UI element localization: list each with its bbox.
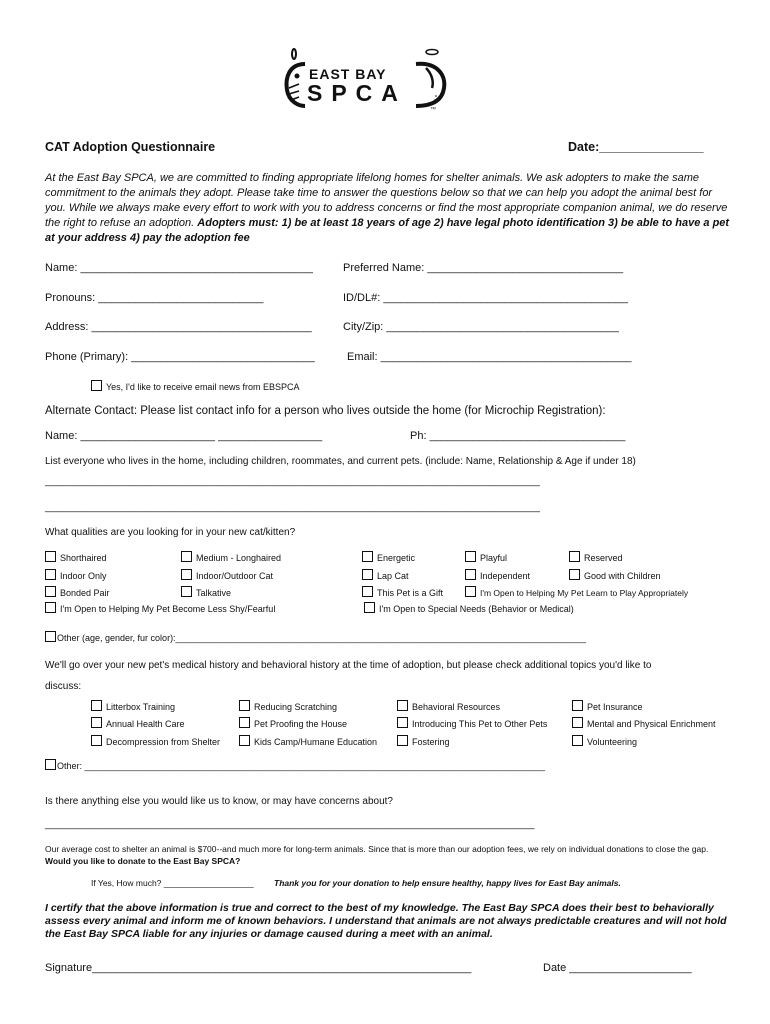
cityzip-field[interactable]: City/Zip: ______________________________________ <box>343 321 619 333</box>
topic-decompression[interactable]: Decompression from Shelter <box>91 735 220 747</box>
quality-other[interactable]: Other (age, gender, fur color):__________________________________________________________________________________ <box>45 631 586 643</box>
quality-gift[interactable]: This Pet is a Gift <box>362 586 443 598</box>
household-line-1[interactable]: _________________________________________________________________________________________ <box>45 476 540 487</box>
name-field[interactable]: Name: ______________________________________ <box>45 262 313 274</box>
intro-paragraph <box>45 171 735 246</box>
checkbox[interactable] <box>45 631 56 642</box>
donation-amount-field[interactable]: If Yes, How much? ___________________ <box>91 878 254 888</box>
checkbox[interactable] <box>569 569 580 580</box>
email-field[interactable]: Email: _________________________________________ <box>347 351 632 363</box>
checkbox[interactable] <box>465 551 476 562</box>
email-news-option[interactable]: Yes, I'd like to receive email news from EBSPCA <box>91 380 299 392</box>
household-prompt: List everyone who lives in the home, including children, roommates, and current pets. (include: Name, Relationship & Age if under 18) <box>45 456 636 467</box>
topic-kids-camp[interactable]: Kids Camp/Humane Education <box>239 735 377 747</box>
checkbox[interactable] <box>91 717 102 728</box>
signature-field[interactable]: Signature______________________________________________________________ <box>45 962 472 974</box>
quality-talkative[interactable]: Talkative <box>181 586 231 598</box>
quality-special-needs[interactable]: I'm Open to Special Needs (Behavior or Medical) <box>364 602 574 614</box>
checkbox[interactable] <box>239 700 250 711</box>
preferred-name-field[interactable]: Preferred Name: ________________________________ <box>343 262 624 274</box>
quality-medium-longhaired[interactable]: Medium - Longhaired <box>181 551 281 563</box>
quality-shorthaired[interactable]: Shorthaired <box>45 551 107 563</box>
donation-question: Would you like to donate to the East Bay SPCA? <box>45 856 241 866</box>
topic-fostering[interactable]: Fostering <box>397 735 450 747</box>
anything-else-line[interactable]: ________________________________________________________________________________________ <box>45 819 535 830</box>
quality-good-with-children[interactable]: Good with Children <box>569 569 661 581</box>
quality-indoor-only[interactable]: Indoor Only <box>45 569 107 581</box>
checkbox[interactable] <box>181 551 192 562</box>
donation-text: Our average cost to shelter an animal is $700--and much more for long-term animals. Since that is more than our adoption fees, we rely on individual donations to close the gap. <box>45 844 709 854</box>
medical-prompt: We'll go over your new pet's medical history and behavioral history at the time of adoption, but please check additional topics you'd like to <box>45 660 652 671</box>
quality-indoor-outdoor[interactable]: Indoor/Outdoor Cat <box>181 569 273 581</box>
checkbox[interactable] <box>45 602 56 613</box>
checkbox[interactable] <box>91 380 102 391</box>
checkbox[interactable] <box>45 569 56 580</box>
logo-line2: SPCA <box>307 80 407 106</box>
quality-playful[interactable]: Playful <box>465 551 507 563</box>
alternate-heading: Alternate Contact: Please list contact info for a person who lives outside the home (for Microchip Registration): <box>45 405 606 417</box>
checkbox[interactable] <box>465 586 476 597</box>
topic-other[interactable]: Other: ____________________________________________________________________________________________ <box>45 759 545 771</box>
household-line-2[interactable]: _________________________________________________________________________________________ <box>45 502 540 513</box>
logo-line1: EAST BAY <box>309 66 387 82</box>
quality-learn-to-play[interactable]: I'm Open to Helping My Pet Learn to Play Appropriately <box>465 586 688 598</box>
topic-reducing-scratching[interactable]: Reducing Scratching <box>239 700 337 712</box>
checkbox[interactable] <box>181 569 192 580</box>
checkbox[interactable] <box>91 700 102 711</box>
checkbox[interactable] <box>397 735 408 746</box>
topic-pet-proofing[interactable]: Pet Proofing the House <box>239 717 347 729</box>
phone-field[interactable]: Phone (Primary): ______________________________ <box>45 351 315 363</box>
alternate-phone-field[interactable]: Ph: ________________________________ <box>410 430 626 442</box>
checkbox[interactable] <box>572 700 583 711</box>
checkbox[interactable] <box>362 569 373 580</box>
dog-face-icon <box>408 44 448 112</box>
address-field[interactable]: Address: ____________________________________ <box>45 321 312 333</box>
medical-prompt-2: discuss: <box>45 681 82 692</box>
checkbox[interactable] <box>569 551 580 562</box>
topic-pet-insurance[interactable]: Pet Insurance <box>572 700 643 712</box>
quality-independent[interactable]: Independent <box>465 569 530 581</box>
topic-annual-health[interactable]: Annual Health Care <box>91 717 185 729</box>
intro-requirements: Adopters must: 1) be at least 18 years of age 2) have legal photo identification 3) be able to have a pet at your address 4) pay the adoption fee <box>45 217 730 244</box>
donation-thanks: Thank you for your donation to help ensure healthy, happy lives for East Bay animals. <box>274 878 621 888</box>
quality-reserved[interactable]: Reserved <box>569 551 623 563</box>
donation-paragraph <box>45 843 735 867</box>
quality-less-shy[interactable]: I'm Open to Helping My Pet Become Less Shy/Fearful <box>45 602 275 614</box>
topic-behavioral-resources[interactable]: Behavioral Resources <box>397 700 500 712</box>
checkbox[interactable] <box>45 586 56 597</box>
topic-enrichment[interactable]: Mental and Physical Enrichment <box>572 717 716 729</box>
checkbox[interactable] <box>239 717 250 728</box>
checkbox[interactable] <box>572 717 583 728</box>
quality-bonded-pair[interactable]: Bonded Pair <box>45 586 110 598</box>
ebspca-logo <box>283 44 448 116</box>
checkbox[interactable] <box>362 551 373 562</box>
checkbox[interactable] <box>572 735 583 746</box>
checkbox[interactable] <box>397 700 408 711</box>
alternate-name-field[interactable]: Name: ______________________ _________________ <box>45 430 323 442</box>
checkbox[interactable] <box>45 759 56 770</box>
checkbox[interactable] <box>397 717 408 728</box>
checkbox[interactable] <box>239 735 250 746</box>
checkbox[interactable] <box>45 551 56 562</box>
quality-lap-cat[interactable]: Lap Cat <box>362 569 409 581</box>
topic-litterbox[interactable]: Litterbox Training <box>91 700 175 712</box>
header-date[interactable]: Date:_______________ <box>568 140 704 154</box>
anything-else-prompt: Is there anything else you would like us to know, or may have concerns about? <box>45 796 393 807</box>
checkbox[interactable] <box>364 602 375 613</box>
qualities-prompt: What qualities are you looking for in your new cat/kitten? <box>45 527 296 538</box>
checkbox[interactable] <box>362 586 373 597</box>
topic-introducing-pets[interactable]: Introducing This Pet to Other Pets <box>397 717 547 729</box>
pronouns-field[interactable]: Pronouns: ___________________________ <box>45 292 264 304</box>
checkbox[interactable] <box>465 569 476 580</box>
id-field[interactable]: ID/DL#: ________________________________________ <box>343 292 629 304</box>
certification-statement: I certify that the above information is true and correct to the best of my knowledge. The East Bay SPCA does their best to behaviorally assess every animal and inform me of known behaviors. I understand that animals are not always predictable creatures and will not hold the East Bay SPCA liable for any injuries or damage caused during a meet with an animal. <box>45 902 727 940</box>
quality-energetic[interactable]: Energetic <box>362 551 415 563</box>
form-title: CAT Adoption Questionnaire <box>45 140 216 154</box>
logo-tm: ™ <box>430 107 436 113</box>
signature-date-field[interactable]: Date ____________________ <box>543 962 692 974</box>
checkbox[interactable] <box>91 735 102 746</box>
topic-volunteering[interactable]: Volunteering <box>572 735 637 747</box>
intro-text: At the East Bay SPCA, we are committed to finding appropriate lifelong homes for shelter animals. We ask adopters to make the same commitment to the animals they adopt. Please take time to answer the questions below so that we can help you adopt the animal best for you. While we always make every effort to work with you to address concerns or find the most appropriate companion animal, we do reserve the right to refuse an adoption. <box>45 172 728 229</box>
checkbox[interactable] <box>181 586 192 597</box>
